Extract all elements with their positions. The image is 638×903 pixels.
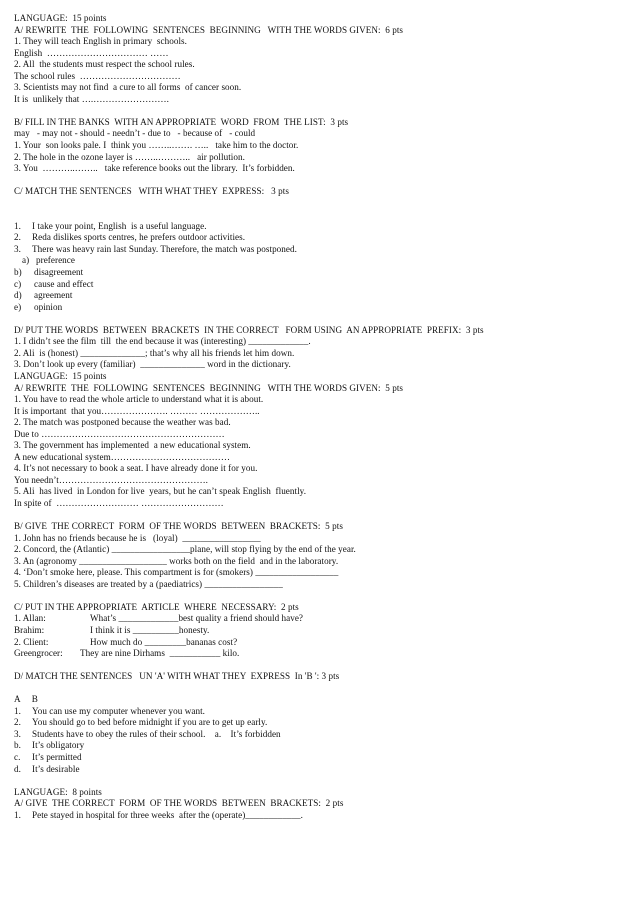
item-number: 3. bbox=[14, 243, 21, 254]
part1-a-line: It is unlikely that ….……………………. bbox=[14, 93, 169, 104]
part1-section-c-title: C/ MATCH THE SENTENCES WITH WHAT THEY EXPRESS: 3 pts bbox=[14, 186, 289, 197]
part1-c-option bbox=[14, 290, 618, 302]
item-number: 2. bbox=[14, 717, 21, 728]
part1-a-line: English …………………………… …… bbox=[14, 47, 169, 58]
dialog-text: What’s _____________best quality a friend should have? bbox=[90, 613, 304, 624]
part1-a-line: 3. Scientists may not find a cure to all forms of cancer soon. bbox=[14, 82, 242, 93]
part2-a-line: 4. It’s not necessary to book a seat. I have already done it for you. bbox=[14, 463, 258, 474]
part1-c-item bbox=[14, 232, 618, 244]
spacer bbox=[14, 660, 618, 672]
option-text: agreement bbox=[34, 290, 73, 301]
part2-d-item bbox=[14, 729, 618, 741]
part2-a-line: 2. The match was postponed because the weather was bad. bbox=[14, 417, 231, 428]
dialog-text: I think it is __________honesty. bbox=[90, 624, 210, 635]
dialog-speaker: 1. Allan: bbox=[14, 613, 46, 624]
item-number: 2. bbox=[14, 232, 21, 243]
part1-d-line: 1. I didn’t see the film till the end because it was (interesting) _____________. bbox=[14, 336, 311, 347]
part3-a-item bbox=[14, 810, 618, 822]
item-number: 1. bbox=[14, 705, 21, 716]
item-text: Reda dislikes sports centres, he prefers outdoor activities. bbox=[32, 232, 246, 243]
option-letter: a) bbox=[22, 255, 30, 266]
spacer bbox=[14, 590, 618, 602]
part2-a-line: 3. The government has implemented a new educational system. bbox=[14, 440, 251, 451]
part2-b-line: 1. John has no friends because he is (loyal) _________________ bbox=[14, 532, 261, 543]
dialog-line bbox=[14, 648, 618, 660]
spacer bbox=[14, 198, 618, 221]
item-number: 1. bbox=[14, 809, 21, 820]
dialog-line bbox=[14, 625, 618, 637]
dialog-speaker: 2. Client: bbox=[14, 636, 49, 647]
part1-c-option bbox=[14, 302, 618, 314]
option-letter: b. bbox=[14, 740, 21, 751]
part2-a-line: It is important that you…………………. ……… ……………….. bbox=[14, 405, 260, 416]
item-text: Students have to obey the rules of their school. a. It’s forbidden bbox=[32, 728, 281, 739]
option-letter: c. bbox=[14, 752, 21, 762]
part2-section-b-title: B/ GIVE THE CORRECT FORM OF THE WORDS BETWEEN BRACKETS: 5 pts bbox=[14, 521, 343, 532]
part3-heading: LANGUAGE: 8 points bbox=[14, 786, 102, 797]
part1-c-option bbox=[14, 279, 618, 291]
option-text: It’s permitted bbox=[32, 752, 82, 762]
item-number: 1. bbox=[14, 220, 21, 231]
dialog-speaker: Brahim: bbox=[14, 624, 45, 635]
item-text: There was heavy rain last Sunday. Therefore, the match was postponed. bbox=[32, 243, 297, 254]
option-letter: e) bbox=[14, 301, 22, 312]
part2-a-line: In spite of ……………………… ……………………… bbox=[14, 497, 224, 508]
item-number: 3. bbox=[14, 728, 21, 739]
part2-b-line: 5. Children’s diseases are treated by a (paediatrics) _________________ bbox=[14, 578, 283, 589]
part1-section-d-title: D/ PUT THE WORDS BETWEEN BRACKETS IN THE CORRECT FORM USING AN APPROPRIATE PREFIX: 3 pts bbox=[14, 324, 484, 335]
part2-section-c-title: C/ PUT IN THE APPROPRIATE ARTICLE WHERE NECESSARY: 2 pts bbox=[14, 601, 299, 612]
item-text: You can use my computer whenever you want. bbox=[32, 705, 205, 716]
part1-heading: LANGUAGE: 15 points bbox=[14, 13, 107, 23]
option-letter: c) bbox=[14, 278, 22, 289]
part2-a-line: 5. Ali has lived in London for live years, but he can’t speak English fluently. bbox=[14, 486, 307, 497]
option-text: It’s desirable bbox=[32, 763, 80, 774]
option-text: cause and effect bbox=[34, 278, 94, 289]
part1-section-b-title: B/ FILL IN THE BANKS WITH AN APPROPRIATE WORD FROM THE LIST: 3 pts bbox=[14, 116, 349, 127]
dialog-speaker: Greengrocer: bbox=[14, 648, 63, 659]
spacer bbox=[14, 105, 618, 117]
column-headers: A B bbox=[14, 694, 38, 705]
option-letter: d) bbox=[14, 290, 22, 301]
part2-d-option bbox=[14, 752, 618, 764]
option-letter: d. bbox=[14, 763, 21, 774]
part1-section-a-title: A/ REWRITE THE FOLLOWING SENTENCES BEGINNING WITH THE WORDS GIVEN: 6 pts bbox=[14, 24, 404, 35]
option-text: preference bbox=[36, 255, 75, 266]
dialog-line bbox=[14, 613, 618, 625]
part1-d-line: 3. Don’t look up every (familiar) ______________ word in the dictionary. bbox=[14, 359, 291, 370]
item-text: I take your point, English is a useful language. bbox=[32, 220, 207, 231]
part3-section-a-title: A/ GIVE THE CORRECT FORM OF THE WORDS BETWEEN BRACKETS: 2 pts bbox=[14, 798, 344, 809]
part1-b-line: may - may not - should - needn’t - due to - because of - could bbox=[14, 128, 256, 139]
part2-b-line: 2. Concord, the (Atlantic) _________________plane, will stop flying by the end of the year. bbox=[14, 544, 356, 555]
part1-c-item bbox=[14, 244, 618, 256]
part1-d-line: 2. Ali is (honest) ______________; that’s why all his friends let him down. bbox=[14, 347, 295, 358]
part2-b-line: 4. ‘Don’t smoke here, please. This compartment is for (smokers) __________________ bbox=[14, 567, 339, 578]
part2-a-line: A new educational system………………………………… bbox=[14, 451, 231, 462]
part1-a-line: 1. They will teach English in primary schools. bbox=[14, 36, 187, 47]
item-text: Pete stayed in hospital for three weeks after the (operate)____________. bbox=[32, 809, 303, 820]
part2-a-line: 1. You have to read the whole article to understand what it is about. bbox=[14, 394, 264, 405]
part2-heading: LANGUAGE: 15 points bbox=[14, 370, 107, 381]
part1-a-line: 2. All the students must respect the school rules. bbox=[14, 59, 195, 70]
part1-b-line: 3. You ………..…….. take reference books out the library. It’s forbidden. bbox=[14, 163, 295, 174]
part1-b-line: 1. Your son looks pale. I think you ……..……. ….. take him to the doctor. bbox=[14, 140, 299, 151]
part2-d-option bbox=[14, 740, 618, 752]
spacer bbox=[14, 313, 618, 325]
part1-a-line: The school rules …………………………… bbox=[14, 70, 181, 81]
part1-c-item bbox=[14, 221, 618, 233]
dialog-text: They are nine Dirhams ___________ kilo. bbox=[80, 648, 240, 659]
part2-d-option bbox=[14, 764, 618, 776]
spacer bbox=[14, 775, 618, 787]
option-text: opinion bbox=[34, 301, 63, 312]
option-letter: b) bbox=[14, 267, 22, 278]
part2-d-item bbox=[14, 717, 618, 729]
spacer bbox=[14, 175, 618, 187]
part2-section-d-title: D/ MATCH THE SENTENCES UN 'A' WITH WHAT THEY EXPRESS In 'B ': 3 pts bbox=[14, 671, 340, 682]
dialog-text: How much do _________bananas cost? bbox=[90, 636, 238, 647]
spacer bbox=[14, 683, 618, 695]
part1-b-line: 2. The hole in the ozone layer is ……..……….. air pollution. bbox=[14, 151, 245, 162]
spacer bbox=[14, 510, 618, 522]
option-text: It’s obligatory bbox=[32, 740, 85, 751]
part2-a-line: Due to …………………………………………………… bbox=[14, 428, 225, 439]
part1-c-option bbox=[14, 267, 618, 279]
dialog-line bbox=[14, 637, 618, 649]
part2-d-item bbox=[14, 706, 618, 718]
item-text: You should go to bed before midnight if you are to get up early. bbox=[32, 717, 268, 728]
option-text: disagreement bbox=[34, 267, 84, 278]
part2-b-line: 3. An (agronomy ___________________ works both on the field and in the laboratory. bbox=[14, 555, 339, 566]
part2-section-a-title: A/ REWRITE THE FOLLOWING SENTENCES BEGINNING WITH THE WORDS GIVEN: 5 pts bbox=[14, 382, 404, 393]
part2-a-line: You needn’t…………………………………………. bbox=[14, 474, 208, 485]
part1-c-option bbox=[14, 255, 618, 267]
